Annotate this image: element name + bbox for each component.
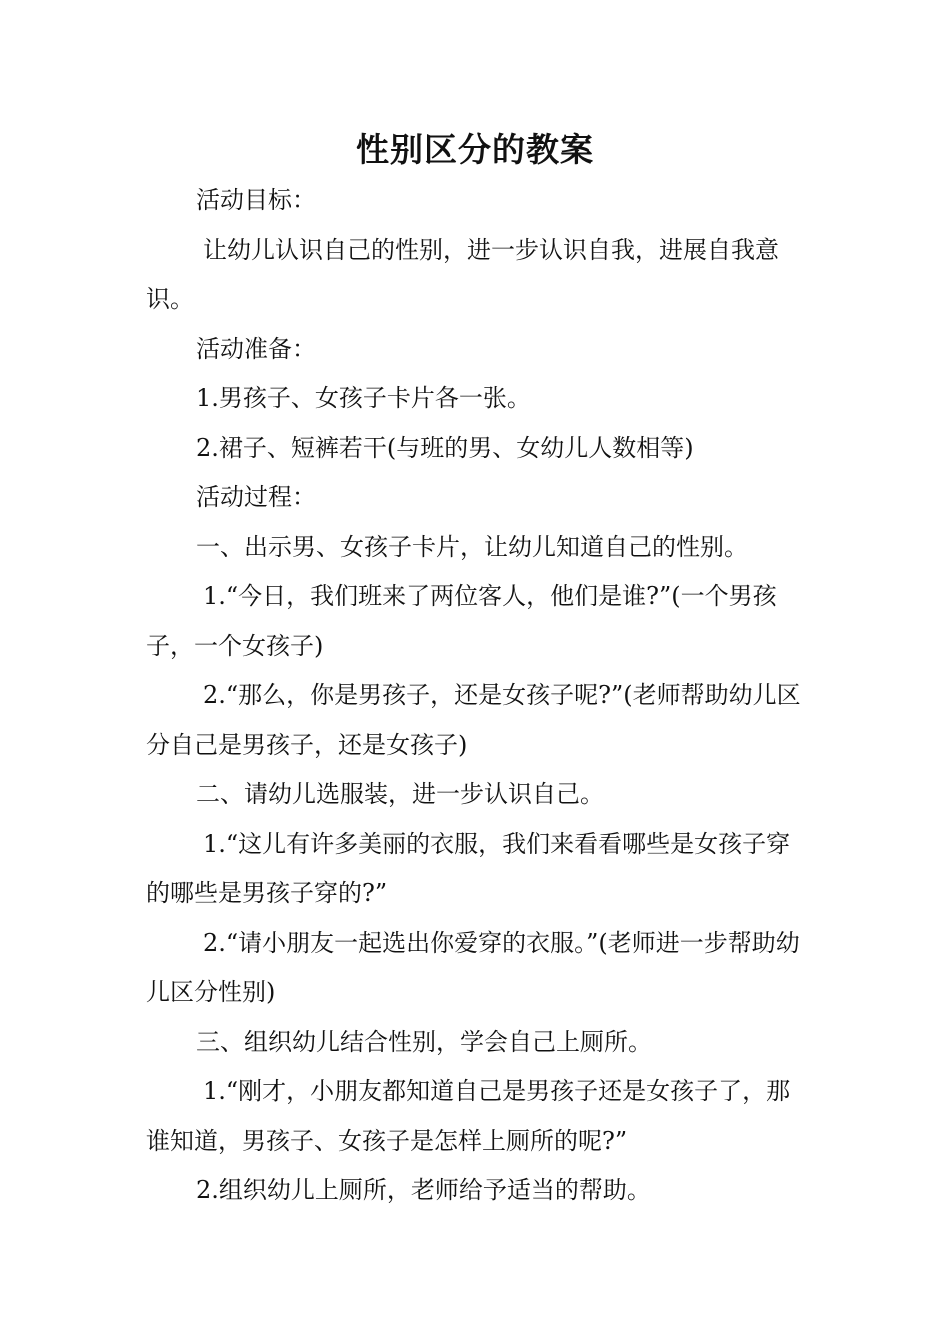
paragraph-process-heading: 活动过程：	[196, 483, 316, 511]
document-title: 性别区分的教案	[356, 130, 594, 169]
paragraph-step-three-item-1: 1.“刚才，小朋友都知道自己是男孩子还是女孩子了，那谁知道，男孩子、女孩子是怎样上厕所的呢?”	[146, 1077, 791, 1155]
paragraph-step-two: 二、请幼儿选服装，进一步认识自己。	[196, 780, 604, 808]
paragraph-prep-heading: 活动准备：	[196, 334, 316, 363]
document-body	[146, 176, 811, 1216]
paragraph-step-one-item-2: 2.“那么，你是男孩子，还是女孩子呢?”(老师帮助幼儿区分自己是男孩子，还是女孩子)	[146, 681, 801, 759]
paragraph-step-three-item-2: 2.组织幼儿上厕所，老师给予适当的帮助。	[196, 1176, 651, 1204]
paragraph-step-one: 一、出示男、女孩子卡片，让幼儿知道自己的性别。	[196, 532, 748, 561]
paragraph-prep-item-1: 1.男孩子、女孩子卡片各一张。	[196, 384, 531, 412]
paragraph-goal-heading: 活动目标：	[196, 186, 316, 214]
paragraph-goal-content: 让幼儿认识自己的性别，进一步认识自我，进展自我意识。	[146, 235, 779, 313]
paragraph-prep-item-2: 2.裙子、短裤若干(与班的男、女幼儿人数相等)	[196, 433, 694, 462]
paragraph-step-three: 三、组织幼儿结合性别，学会自己上厕所。	[196, 1027, 652, 1056]
paragraph-step-two-item-2: 2.“请小朋友一起选出你爱穿的衣服。”(老师进一步帮助幼儿区分性别)	[146, 928, 800, 1006]
paragraph-step-one-item-1: 1.“今日，我们班来了两位客人，他们是谁?”(一个男孩子，一个女孩子)	[146, 582, 777, 660]
paragraph-step-two-item-1: 1.“这儿有许多美丽的衣服，我们来看看哪些是女孩子穿的哪些是男孩子穿的?”	[146, 829, 791, 907]
